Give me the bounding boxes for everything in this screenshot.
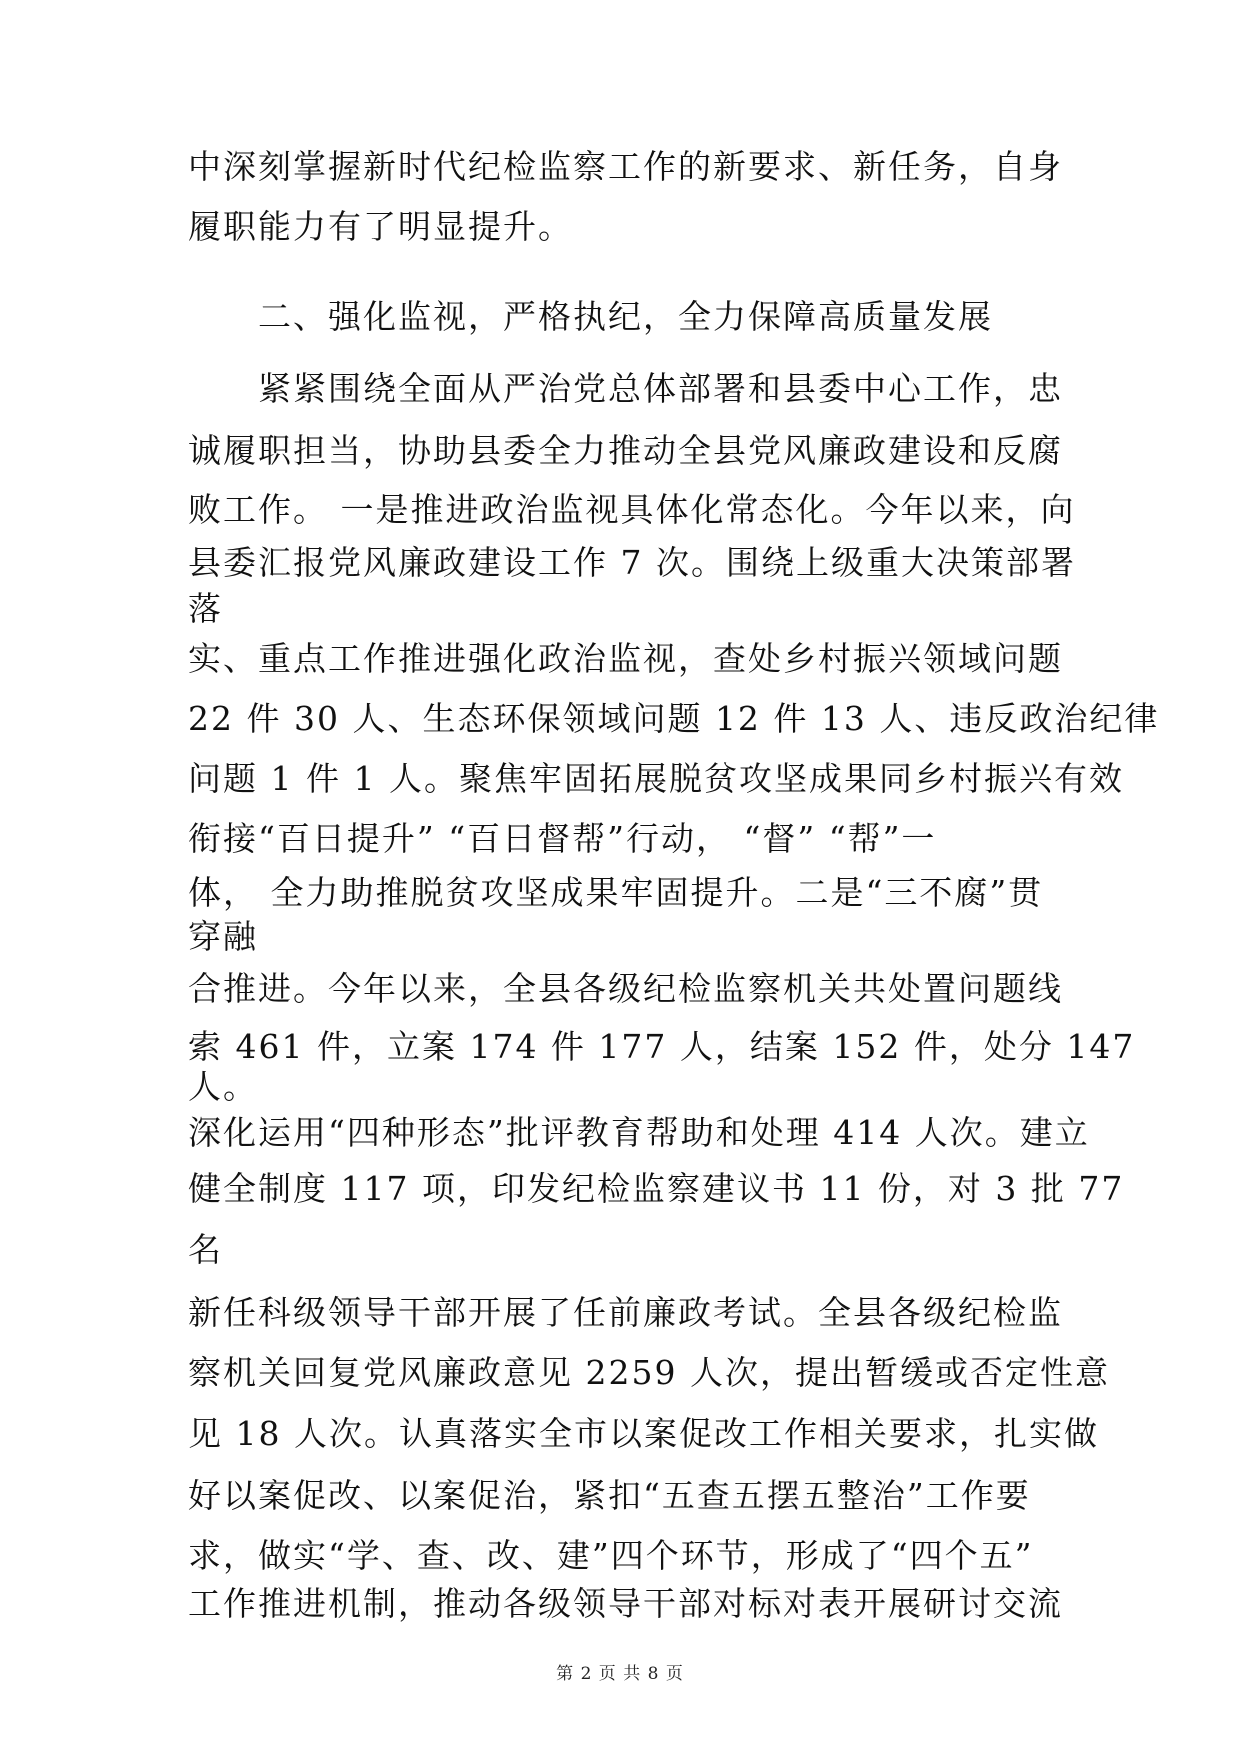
text-line: 衔接“百日提升” “百日督帮”行动， “督” “帮”一	[188, 819, 937, 858]
text-line: 县委汇报党风廉政建设工作 7 次。围绕上级重大决策部署	[188, 543, 1076, 582]
text-line: 工作推进机制，推动各级领导干部对标对表开展研讨交流	[188, 1584, 1063, 1623]
text-line: 深化运用“四种形态”批评教育帮助和处理 414 人次。建立	[188, 1113, 1090, 1152]
text-line: 诚履职担当，协助县委全力推动全县党风廉政建设和反腐	[188, 431, 1063, 470]
text-line: 人。	[188, 1067, 258, 1106]
text-line: 履职能力有了明显提升。	[188, 207, 573, 246]
text-line: 落	[188, 589, 223, 628]
text-line: 名	[188, 1230, 223, 1269]
text-line: 健全制度 117 项，印发纪检监察建议书 11 份，对 3 批 77	[188, 1169, 1125, 1208]
page-number-footer: 第 2 页 共 8 页	[556, 1664, 684, 1684]
text-line: 问题 1 件 1 人。聚焦牢固拓展脱贫攻坚成果同乡村振兴有效	[188, 759, 1124, 798]
text-line: 见 18 人次。认真落实全市以案促改工作相关要求，扎实做	[188, 1414, 1099, 1453]
text-line: 中深刻掌握新时代纪检监察工作的新要求、新任务，自身	[188, 147, 1063, 186]
text-line: 好以案促改、以案促治，紧扣“五查五摆五整治”工作要	[188, 1476, 1031, 1515]
text-line: 败工作。 一是推进政治监视具体化常态化。今年以来，向	[188, 490, 1076, 529]
text-line: 合推进。今年以来，全县各级纪检监察机关共处置问题线	[188, 969, 1063, 1008]
text-line: 索 461 件，立案 174 件 177 人，结案 152 件，处分 147	[188, 1027, 1136, 1066]
text-line: 察机关回复党风廉政意见 2259 人次，提出暂缓或否定性意	[188, 1353, 1110, 1392]
section-heading: 二、强化监视，严格执纪，全力保障高质量发展	[258, 297, 993, 336]
text-line: 实、重点工作推进强化政治监视，查处乡村振兴领域问题	[188, 639, 1063, 678]
text-line: 穿融	[188, 917, 258, 956]
paragraph-first-line: 紧紧围绕全面从严治党总体部署和县委中心工作，忠	[258, 369, 1063, 408]
text-line: 求，做实“学、查、改、建”四个环节，形成了“四个五”	[188, 1536, 1034, 1575]
text-line: 体， 全力助推脱贫攻坚成果牢固提升。二是“三不腐”贯	[188, 873, 1044, 912]
text-line: 22 件 30 人、生态环保领域问题 12 件 13 人、违反政治纪律	[188, 699, 1160, 738]
text-line: 新任科级领导干部开展了任前廉政考试。全县各级纪检监	[188, 1293, 1063, 1332]
